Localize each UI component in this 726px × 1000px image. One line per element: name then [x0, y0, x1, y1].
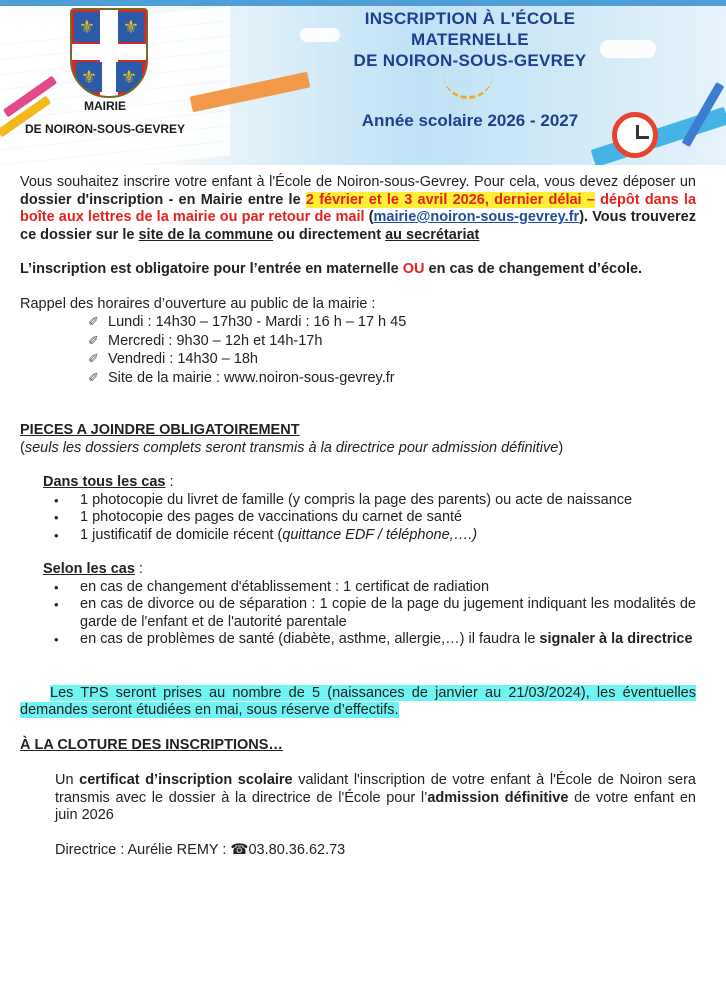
crest-quarter [74, 12, 100, 42]
intro-text: Vous souhaitez inscrire votre enfant à l'École de Noiron-sous-Gevrey. Pour cela, vous devez déposer un [20, 174, 696, 190]
crest-quarter [118, 12, 144, 42]
fleur-de-lis-icon: ⚜ [122, 17, 140, 37]
mairie-label-line1: MAIRIE [84, 99, 126, 113]
hours-item-text: Vendredi : 14h30 – 18h [108, 351, 258, 367]
selon-les-cas-title: Selon les cas [43, 561, 135, 577]
site-link[interactable]: site de la commune [138, 226, 274, 243]
deposit-methods-text: dépôt dans la boîte aux lettres de la mairie ou par retour de mail [20, 191, 697, 225]
selon-les-cas-heading [20, 561, 696, 579]
tous-les-cas-title: Dans tous les cas [43, 474, 166, 490]
pieces-subtitle [20, 440, 696, 458]
directrice-name: Directrice : Aurélie REMY : [55, 841, 231, 858]
tps-paragraph [20, 685, 696, 720]
pencil-icon: ✐ [88, 314, 99, 329]
paren: ) [558, 439, 564, 456]
hours-title: Rappel des horaires d’ouverture au public de la mairie : [20, 295, 376, 312]
school-year: Année scolaire 2026 - 2027 [361, 111, 579, 130]
fleur-de-lis-icon: ⚜ [80, 67, 98, 87]
mairie-label-line2: DE NOIRON-SOUS-GEVREY [24, 122, 186, 136]
cloture-admission: admission définitive [427, 789, 569, 806]
hours-item [88, 369, 696, 388]
alarm-clock-illustration [612, 112, 658, 158]
sun-illustration [443, 74, 493, 99]
list-item [54, 491, 696, 510]
fleur-de-lis-icon: ⚜ [120, 67, 138, 87]
cloture-text-2: validant l'inscription de votre enfant à l'École de Noiron sera transmis avec le dossier à la directrice de l'École pour l’ [55, 772, 696, 806]
list-item [54, 631, 696, 649]
obligation-ou: OU [402, 261, 425, 277]
cloture-certificat: certificat d’inscription scolaire [79, 772, 293, 788]
email-link[interactable]: mairie@noiron-sous-gevrey.fr [373, 209, 580, 225]
list-item-italic: quittance EDF / téléphone,….) [282, 526, 478, 543]
page-title [305, 8, 635, 71]
page-title-line1: INSCRIPTION À L'ÉCOLE [364, 9, 576, 28]
list-item [54, 526, 696, 545]
list-item [54, 578, 696, 597]
hours-item [88, 332, 696, 351]
header-banner [0, 0, 726, 165]
hours-list [20, 313, 696, 387]
hours-item-text: Lundi : 14h30 – 17h30 - Mardi : 16 h – 17 h 45 [108, 314, 407, 330]
list-item-text: 1 justificatif de domicile récent ( [80, 526, 283, 543]
page-title-line3: DE NOIRON-SOUS-GEVREY [353, 51, 587, 70]
hours-item-text: Mercredi : 9h30 – 12h et 14h-17h [108, 332, 323, 349]
colon: : [165, 474, 174, 490]
list-item-text: en cas de divorce ou de séparation : 1 copie de la page du jugement indiquant les modalités de garde de l'enfant et de l'autorité parentale [80, 596, 696, 630]
list-item [54, 596, 696, 631]
cloture-paragraph [20, 772, 696, 825]
colon: : [134, 561, 143, 577]
cloture-text-3: de votre enfant en juin 2026 [55, 789, 696, 823]
intro-paragraph [20, 174, 696, 244]
cloture-title: À LA CLOTURE DES INSCRIPTIONS… [20, 736, 283, 753]
pieces-subtitle-text: seuls les dossiers complets seront transmis à la directrice pour admission définitive [24, 439, 559, 456]
paren: ( [20, 439, 25, 456]
fleur-de-lis-icon: ⚜ [78, 17, 96, 37]
clock-hand [637, 136, 649, 139]
pieces-title: PIECES A JOINDRE OBLIGATOIREMENT [20, 422, 300, 438]
bullet-icon: • [54, 492, 59, 508]
bullet-icon: • [54, 510, 59, 525]
secretariat-link[interactable]: au secrétariat [385, 226, 480, 243]
obligation-paragraph [20, 261, 696, 279]
tous-les-cas-list [20, 492, 696, 545]
list-item-bold: signaler à la directrice [539, 631, 693, 647]
directrice-line [20, 842, 696, 860]
list-item-text: 1 photocopie des pages de vaccinations du carnet de santé [80, 509, 463, 525]
hours-item [88, 313, 696, 332]
list-item-text: en cas de problèmes de santé (diabète, asthme, allergie,…) il faudra le [80, 631, 540, 647]
selon-les-cas-list [20, 579, 696, 649]
crest-quarter [116, 62, 142, 92]
list-item-text: 1 photocopie du livret de famille (y compris la page des parents) ou acte de naissance [80, 491, 633, 508]
pencil-icon: ✐ [88, 369, 99, 385]
bullet-icon: • [54, 527, 59, 543]
pencil-icon: ✐ [88, 332, 99, 348]
bullet-icon: • [54, 579, 59, 595]
page-title-line2: MATERNELLE [411, 30, 529, 49]
tous-les-cas-heading [20, 474, 696, 492]
intro-deposit-text: dossier d'inscription - en Mairie entre le [20, 191, 306, 208]
deadline-highlight: 2 février et le 3 avril 2026, dernier délai – [305, 191, 595, 208]
crest-quarter [76, 62, 102, 92]
document-body [20, 174, 696, 859]
hours-item [88, 350, 696, 369]
obligation-text-2: en cas de changement d’école. [424, 261, 643, 277]
coat-of-arms-icon [70, 8, 148, 98]
tps-highlight: Les TPS seront prises au nombre de 5 (naissances de janvier au 21/03/2024), les éventuelles demandes seront étudiées en mai, sous réserve d’effectifs. [20, 684, 696, 718]
intro-text-2: ). Vous trouverez ce dossier sur le [20, 209, 696, 243]
list-item-text: en cas de changement d'établissement : 1 certificat de radiation [80, 578, 490, 595]
banner-top-stripe [0, 0, 726, 6]
obligation-text: L’inscription est obligatoire pour l’entrée en maternelle [20, 261, 403, 277]
cloture-text: Un [55, 772, 80, 788]
pencil-icon: ✐ [88, 351, 99, 366]
bullet-icon: • [54, 597, 59, 612]
intro-text-3: ou directement [273, 226, 386, 243]
phone-number[interactable]: 03.80.36.62.73 [248, 841, 346, 858]
list-item [54, 509, 696, 527]
phone-icon: ☎ [230, 841, 249, 858]
bullet-icon: • [54, 632, 59, 647]
hours-item-text: Site de la mairie : www.noiron-sous-gevrey.fr [108, 369, 395, 386]
intro-paren: ( [364, 209, 374, 225]
